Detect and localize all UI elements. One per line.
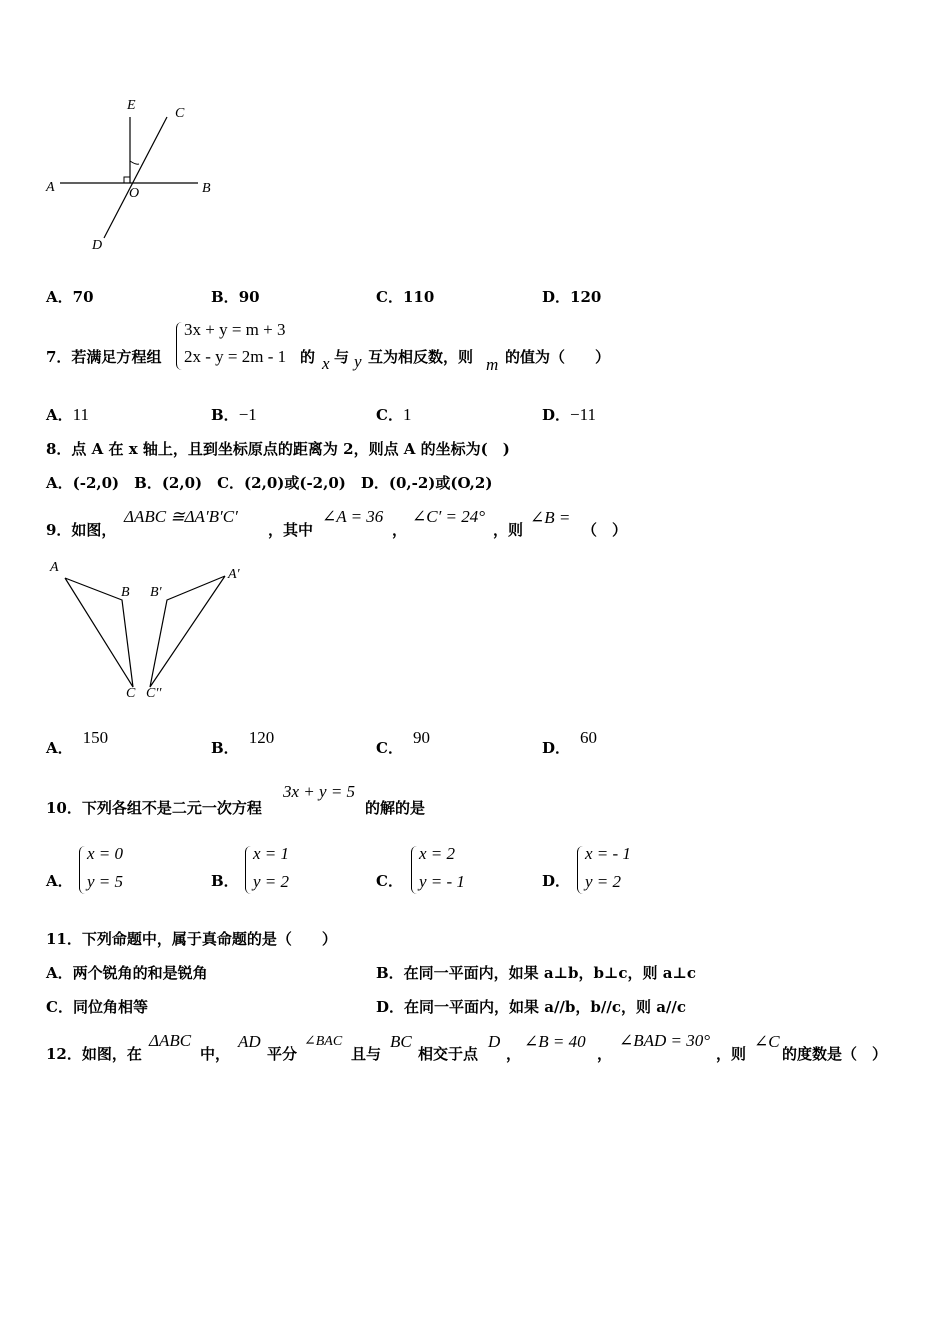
- q7-option-c: C．1: [376, 405, 412, 424]
- q10-option-a-line1: x = 0: [87, 844, 124, 863]
- q11-question: 11．下列命题中，属于真命题的是（ ）: [46, 930, 337, 948]
- q10-tail: 的解的是: [365, 799, 426, 817]
- q9-option-d: D．60: [542, 728, 598, 757]
- q12-ad: AD: [238, 1032, 261, 1051]
- q9-label-B-prime: B′: [150, 585, 162, 600]
- q12-angle-bac: ∠BAC: [304, 1034, 343, 1049]
- q11-option-c: C．同位角相等: [46, 998, 148, 1016]
- q7-var-x: x: [322, 354, 330, 373]
- q7-brace: [176, 322, 183, 370]
- q7-option-a: A．11: [46, 405, 90, 424]
- q12-number: 12．如图，在: [46, 1045, 142, 1063]
- q12-d: D: [488, 1032, 501, 1051]
- q9-option-c: C．90: [376, 728, 430, 757]
- q10-option-b-line1: x = 1: [253, 844, 290, 863]
- q10-option-a-brace: [79, 846, 86, 894]
- q10-option-d-brace: [577, 846, 584, 894]
- q9-number: 9．如图，: [46, 521, 117, 539]
- q12-text-2: 平分: [267, 1045, 298, 1063]
- q10-option-d-line1: x = - 1: [585, 844, 631, 863]
- q12-text-6: ，: [597, 1045, 613, 1063]
- q9-text-2: ，: [392, 521, 408, 539]
- line-CD: [104, 117, 167, 238]
- q7-option-b: B．−1: [211, 405, 257, 424]
- q7-var-m: m: [486, 355, 499, 374]
- q7-var-y: y: [354, 352, 362, 371]
- q12-angle-bad: ∠BAD = 30°: [619, 1031, 711, 1050]
- q10-number: 10．下列各组不是二元一次方程: [46, 799, 262, 817]
- q12-text-1: 中，: [200, 1045, 231, 1063]
- q7-eq2: 2x - y = 2m - 1: [184, 347, 287, 366]
- q7-option-d: D．−11: [542, 405, 596, 424]
- q12-text-8: 的度数是（ ）: [782, 1045, 888, 1063]
- q12-text-3: 且与: [351, 1045, 382, 1063]
- q12-angle-b: ∠B = 40: [524, 1032, 586, 1051]
- q12-text-7: ，则: [716, 1045, 747, 1063]
- q10-option-a-line2: y = 5: [87, 872, 124, 891]
- q9-text-1: ，其中: [268, 521, 314, 539]
- q10-equation: 3x + y = 5: [283, 782, 356, 801]
- q10-option-c-brace: [411, 846, 418, 894]
- q7-text-4: 的值为（ ）: [505, 348, 611, 366]
- q9-label-C: C: [126, 686, 136, 701]
- q10-option-d-line2: y = 2: [585, 872, 622, 891]
- q9-label-A-prime: A′: [228, 567, 240, 582]
- q9-option-b: B．120: [211, 728, 275, 757]
- q9-angle-c: ∠C′ = 24°: [412, 507, 486, 526]
- q11-option-b: B．在同一平面内，如果 a⊥b，b⊥c，则 a⊥c: [376, 964, 697, 982]
- q7-text-3: 互为相反数，则: [368, 348, 474, 366]
- q11-option-d: D．在同一平面内，如果 a//b，b//c，则 a//c: [376, 998, 687, 1016]
- q6-option-b: B．90: [211, 288, 260, 306]
- q11-option-a: A．两个锐角的和是锐角: [46, 964, 208, 982]
- q6-option-a: A．70: [46, 288, 94, 306]
- q9-option-a: A．150: [46, 728, 109, 757]
- q7-eq1: 3x + y = m + 3: [184, 320, 286, 339]
- label-B: B: [202, 181, 211, 196]
- angle-arc: [130, 161, 139, 164]
- q6-figure: [40, 95, 230, 260]
- q10-option-b-letter: B．: [211, 872, 239, 890]
- q9-text-3: ，则: [493, 521, 524, 539]
- q6-option-d: D．120: [542, 288, 602, 306]
- q12-text-4: 相交于点: [418, 1045, 479, 1063]
- q10-option-b-line2: y = 2: [253, 872, 290, 891]
- right-angle-mark: [124, 177, 130, 183]
- q10-option-a-letter: A．: [46, 872, 73, 890]
- q9-text-4: （ ）: [582, 521, 628, 539]
- label-D: D: [92, 238, 103, 253]
- q9-angle-b: ∠B =: [530, 508, 571, 527]
- q7-number: 7．若满足方程组: [46, 348, 162, 366]
- q12-triangle: ΔABC: [149, 1031, 192, 1050]
- q10-option-c-letter: C．: [376, 872, 403, 890]
- q10-option-c-line1: x = 2: [419, 844, 456, 863]
- q9-label-A: A: [50, 560, 59, 575]
- q12-bc: BC: [390, 1032, 412, 1051]
- label-O: O: [129, 186, 140, 201]
- q10-option-c-line2: y = - 1: [419, 872, 465, 891]
- q6-option-c: C．110: [376, 288, 435, 306]
- label-E: E: [127, 98, 136, 113]
- label-C: C: [175, 106, 185, 121]
- q9-label-B: B: [121, 585, 130, 600]
- q10-option-d-letter: D．: [542, 872, 571, 890]
- q9-angle-a: ∠A = 36: [322, 507, 384, 526]
- q8-question: 8．点 A 在 x 轴上，且到坐标原点的距离为 2，则点 A 的坐标为( ): [46, 440, 510, 458]
- q7-text-2: 与: [334, 348, 350, 366]
- q12-text-5: ，: [506, 1045, 522, 1063]
- q9-congruence: ΔABC ≅ΔA′B′C′: [124, 507, 238, 526]
- q12-angle-c: ∠C: [754, 1032, 780, 1051]
- q9-label-C-prime: C′′: [146, 686, 162, 701]
- label-A: A: [46, 180, 55, 195]
- q10-option-b-brace: [245, 846, 252, 894]
- q8-options: A．(-2,0) B．(2,0) C．(2,0)或(-2,0) D．(0,-2)或(O,2): [46, 474, 493, 492]
- q7-text-1: 的: [300, 348, 316, 366]
